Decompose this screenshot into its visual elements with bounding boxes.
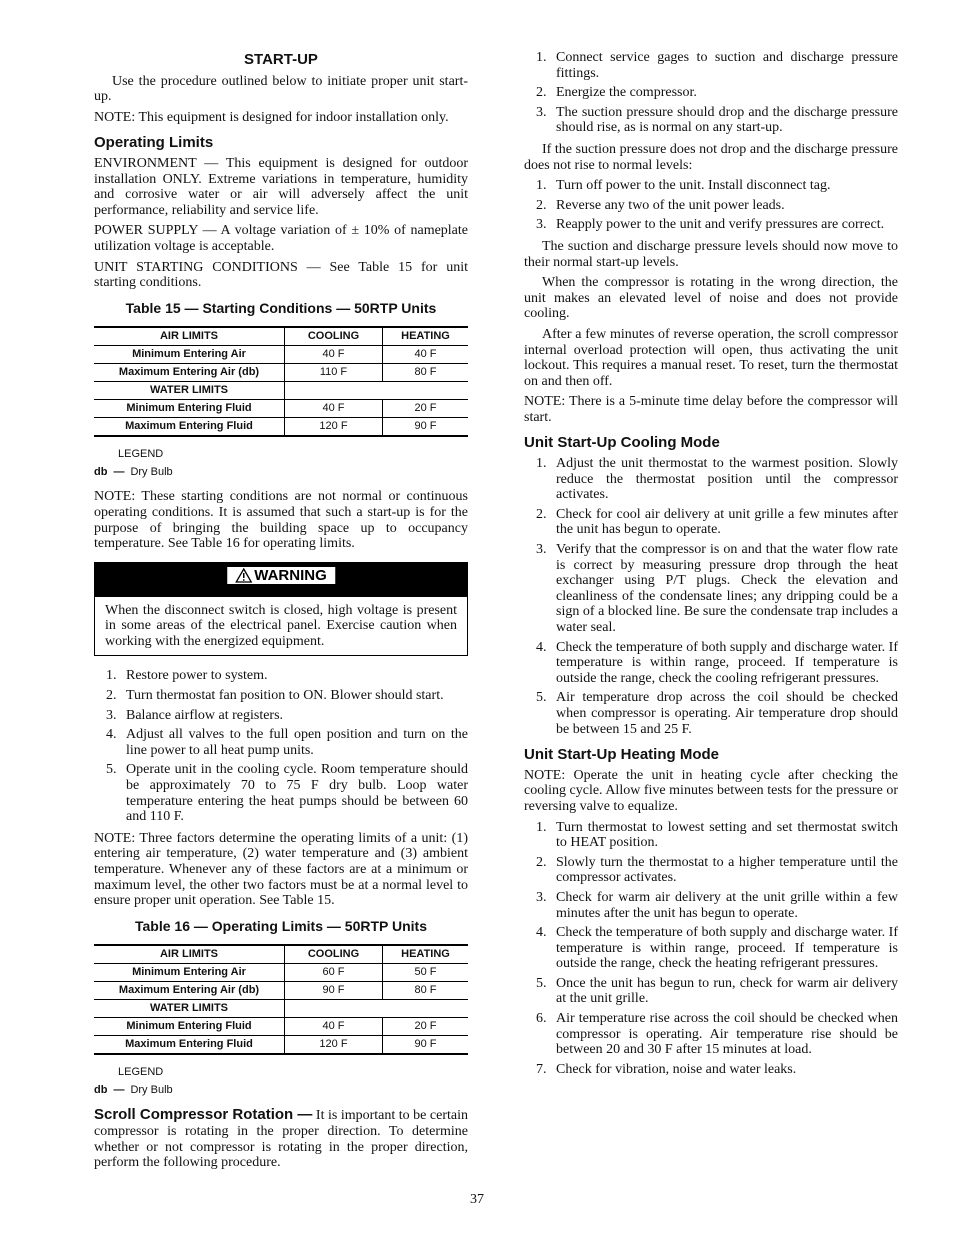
step-text: Check for warm air delivery at the unit grille within a few minutes after the unit has begun to operate. bbox=[556, 889, 898, 921]
step-text: Operate unit in the cooling cycle. Room temperature should be approximately 70 to 75 F dry bulb. Loop water temperature entering the heat pumps should be between 60 and 110 F. bbox=[126, 762, 468, 825]
legend-dash: — bbox=[113, 466, 125, 479]
rotation-steps bbox=[524, 50, 898, 136]
step-text: Air temperature rise across the coil should be checked when compressor is operating. Air temperature rise should be between 20 and 30 F after 15 minutes at load. bbox=[556, 1011, 898, 1058]
empty-cell bbox=[285, 382, 383, 400]
list-item bbox=[524, 178, 898, 194]
table-header-row bbox=[94, 945, 468, 964]
note-factors: NOTE: Three factors determine the operating limits of a unit: (1) entering air temperature, (2) water temperature and (3) ambient temperature. Whenever any of these factors are at a minimum or maximum level, the other two factors must be at a normal level to ensure proper unit operation. See Table 15. bbox=[94, 830, 468, 909]
warning-label bbox=[227, 567, 335, 585]
step-number: 4. bbox=[536, 925, 547, 941]
step-number: 7. bbox=[536, 1061, 547, 1077]
heating-steps bbox=[524, 820, 898, 1078]
step-text: Check the temperature of both supply and discharge water. If temperature is within range, proceed. If temperature is outside the range, check the heating refrigerant pressures. bbox=[556, 925, 898, 972]
col-cooling: COOLING bbox=[285, 327, 383, 346]
heating-note: NOTE: Operate the unit in heating cycle after checking the cooling cycle. Allow five minutes between tests for the pressure or reversing valve to equalize. bbox=[524, 767, 898, 814]
cooling-value: 120 F bbox=[285, 1036, 383, 1055]
step-text: Verify that the compressor is on and that the water flow rate is correct by measuring pressure drop through the heat exchanger using P/T plugs. Check the elevation and cleanliness of the condensate lines; any dripping could be a sign of a blocked line. Be sure the condensate trap includes a water seal. bbox=[556, 542, 898, 635]
legend-definition: Dry Bulb bbox=[130, 1084, 173, 1097]
step-number: 1. bbox=[106, 668, 117, 684]
step-number: 1. bbox=[536, 456, 547, 472]
row-label: Minimum Entering Air bbox=[94, 964, 285, 982]
step-text: Adjust all valves to the full open position and turn on the line power to all heat pump units. bbox=[126, 727, 468, 758]
heating-mode-heading: Unit Start-Up Heating Mode bbox=[524, 746, 719, 764]
warning-box bbox=[94, 562, 468, 657]
list-item bbox=[524, 456, 898, 503]
water-limits-row bbox=[94, 1000, 468, 1018]
step-number: 2. bbox=[536, 197, 547, 213]
starting-conditions-paragraph: UNIT STARTING CONDITIONS — See Table 15 for unit starting conditions. bbox=[94, 259, 468, 291]
table-row bbox=[94, 1036, 468, 1055]
step-text: Once the unit has begun to run, check for warm air delivery at the unit grille. bbox=[556, 975, 898, 1007]
step-number: 3. bbox=[536, 889, 547, 905]
col-cooling: COOLING bbox=[285, 945, 383, 964]
wrong-direction-paragraph: When the compressor is rotating in the wrong direction, the unit makes an elevated level of noise and does not provide cooling. bbox=[524, 275, 898, 322]
table-row bbox=[94, 982, 468, 1000]
step-number: 4. bbox=[106, 727, 117, 743]
step-text: Check for cool air delivery at unit grille a few minutes after the unit has begun to operate. bbox=[556, 506, 898, 538]
step-text: Check the temperature of both supply and discharge water. If temperature is within range, proceed. If temperature is outside the range, check the cooling refrigerant pressures. bbox=[556, 639, 898, 686]
heating-value: 20 F bbox=[383, 1018, 469, 1036]
step-number: 1. bbox=[536, 178, 547, 194]
step-number: 3. bbox=[536, 104, 547, 120]
table-row bbox=[94, 364, 468, 382]
step-text: Slowly turn the thermostat to a higher temperature until the compressor activates. bbox=[556, 854, 898, 886]
step-number: 6. bbox=[536, 1011, 547, 1027]
list-item bbox=[524, 50, 898, 81]
legend-definition: Dry Bulb bbox=[130, 466, 173, 479]
list-item bbox=[524, 507, 898, 538]
list-item bbox=[94, 727, 468, 758]
step-text: Balance airflow at registers. bbox=[126, 707, 284, 723]
row-label: Minimum Entering Fluid bbox=[94, 1018, 285, 1036]
step-text: Connect service gages to suction and discharge pressure fittings. bbox=[556, 50, 898, 81]
warning-triangle-icon bbox=[235, 568, 252, 583]
cooling-value: 120 F bbox=[285, 418, 383, 437]
scroll-rotation-paragraph bbox=[94, 1107, 468, 1170]
if-not-paragraph: If the suction pressure does not drop and the discharge pressure does not rise to normal levels: bbox=[524, 141, 898, 173]
empty-cell bbox=[383, 1000, 469, 1018]
step-text: Check for vibration, noise and water leaks. bbox=[556, 1061, 797, 1077]
empty-cell bbox=[383, 382, 469, 400]
cooling-value: 60 F bbox=[285, 964, 383, 982]
heating-value: 80 F bbox=[383, 364, 469, 382]
table-row bbox=[94, 1018, 468, 1036]
step-number: 3. bbox=[106, 707, 117, 723]
startup-steps bbox=[94, 668, 468, 824]
water-limits-header: WATER LIMITS bbox=[94, 1000, 285, 1018]
right-column bbox=[524, 50, 898, 1083]
step-text: Turn thermostat to lowest setting and set thermostat switch to HEAT position. bbox=[556, 819, 898, 851]
reverse-steps bbox=[524, 178, 898, 233]
cooling-value: 40 F bbox=[285, 400, 383, 418]
power-supply-paragraph: POWER SUPPLY — A voltage variation of ± 10% of nameplate utilization voltage is acceptable. bbox=[94, 223, 468, 254]
step-text: Turn off power to the unit. Install disconnect tag. bbox=[556, 178, 831, 194]
heating-value: 40 F bbox=[383, 346, 469, 364]
step-number: 1. bbox=[536, 50, 547, 65]
cooling-value: 40 F bbox=[285, 1018, 383, 1036]
cooling-value: 40 F bbox=[285, 346, 383, 364]
list-item bbox=[524, 542, 898, 636]
step-text: The suction pressure should drop and the discharge pressure should rise, as is normal on any start-up. bbox=[556, 104, 898, 136]
table-row bbox=[94, 964, 468, 982]
heating-value: 90 F bbox=[383, 1036, 469, 1055]
operating-limits-heading: Operating Limits bbox=[94, 134, 214, 152]
cooling-mode-heading: Unit Start-Up Cooling Mode bbox=[524, 434, 720, 452]
list-item bbox=[524, 217, 898, 233]
scroll-rotation-heading: Scroll Compressor Rotation — bbox=[94, 1106, 313, 1124]
legend-title: LEGEND bbox=[118, 448, 164, 461]
list-item bbox=[524, 820, 898, 851]
cooling-value: 110 F bbox=[285, 364, 383, 382]
list-item bbox=[524, 640, 898, 687]
row-label: Maximum Entering Air (db) bbox=[94, 982, 285, 1000]
warning-label-text: WARNING bbox=[254, 566, 327, 584]
left-column bbox=[94, 50, 468, 1176]
page-number: 37 bbox=[470, 1192, 484, 1207]
col-heating: HEATING bbox=[383, 327, 469, 346]
list-item bbox=[94, 688, 468, 704]
table-row bbox=[94, 346, 468, 364]
step-text: Turn thermostat fan position to ON. Blower should start. bbox=[126, 688, 444, 704]
step-text: Restore power to system. bbox=[126, 668, 268, 684]
list-item bbox=[94, 762, 468, 824]
legend-abbr: db bbox=[94, 1084, 108, 1097]
startup-intro: Use the procedure outlined below to initiate proper unit start-up. bbox=[94, 73, 468, 105]
heating-value: 80 F bbox=[383, 982, 469, 1000]
step-number: 5. bbox=[106, 762, 117, 778]
startup-heading: START-UP bbox=[244, 51, 318, 68]
list-item bbox=[524, 1011, 898, 1058]
row-label: Maximum Entering Fluid bbox=[94, 1036, 285, 1055]
row-label: Maximum Entering Fluid bbox=[94, 418, 285, 437]
table16-legend bbox=[94, 1063, 468, 1099]
levels-paragraph: The suction and discharge pressure levels should now move to their normal start-up levels. bbox=[524, 238, 898, 270]
cooling-steps bbox=[524, 456, 898, 737]
step-number: 4. bbox=[536, 639, 547, 655]
row-label: Maximum Entering Air (db) bbox=[94, 364, 285, 382]
list-item bbox=[524, 855, 898, 886]
table15-legend bbox=[94, 445, 468, 481]
col-air-limits: AIR LIMITS bbox=[94, 945, 285, 964]
table-header-row bbox=[94, 327, 468, 346]
list-item bbox=[524, 925, 898, 972]
legend-dash: — bbox=[113, 1084, 125, 1097]
note-indoor: NOTE: This equipment is designed for indoor installation only. bbox=[94, 109, 449, 125]
step-text: Air temperature drop across the coil should be checked when compressor is operating. Air temperature drop should be between 15 and 25 F. bbox=[556, 690, 898, 737]
table16 bbox=[94, 944, 468, 1055]
empty-cell bbox=[285, 1000, 383, 1018]
legend-title: LEGEND bbox=[118, 1066, 164, 1079]
step-text: Energize the compressor. bbox=[556, 85, 697, 101]
heating-value: 50 F bbox=[383, 964, 469, 982]
step-number: 3. bbox=[536, 542, 547, 558]
warning-text: When the disconnect switch is closed, high voltage is present in some areas of the electrical panel. Exercise caution when working with the energized equipment. bbox=[105, 602, 457, 649]
step-number: 2. bbox=[536, 506, 547, 522]
list-item bbox=[524, 105, 898, 136]
heating-value: 20 F bbox=[383, 400, 469, 418]
list-item bbox=[524, 890, 898, 921]
table16-caption: Table 16 — Operating Limits — 50RTP Units bbox=[135, 917, 427, 934]
col-air-limits: AIR LIMITS bbox=[94, 327, 285, 346]
note-delay: NOTE: There is a 5-minute time delay before the compressor will start. bbox=[524, 394, 898, 425]
step-text: Adjust the unit thermostat to the warmest position. Slowly reduce the thermostat position until the compressor activates. bbox=[556, 456, 898, 503]
reverse-operation-paragraph: After a few minutes of reverse operation, the scroll compressor internal overload protection will open, thus activating the unit lockout. This requires a manual reset. To reset, turn the thermostat on and then off. bbox=[524, 326, 898, 389]
step-number: 2. bbox=[106, 688, 117, 704]
step-number: 2. bbox=[536, 854, 547, 870]
table15-caption: Table 15 — Starting Conditions — 50RTP Units bbox=[125, 299, 437, 316]
table-row bbox=[94, 418, 468, 437]
list-item bbox=[524, 198, 898, 214]
legend-entry bbox=[94, 1081, 468, 1099]
step-number: 2. bbox=[536, 85, 547, 101]
step-number: 5. bbox=[536, 975, 547, 991]
list-item bbox=[94, 668, 468, 684]
list-item bbox=[524, 690, 898, 737]
legend-abbr: db bbox=[94, 466, 108, 479]
note-starting: NOTE: These starting conditions are not normal or continuous operating conditions. It is assumed that such a start-up is for the purpose of bringing the building space up to occupancy temperature. See Table 16 for operating limits. bbox=[94, 489, 468, 552]
legend-entry bbox=[94, 463, 468, 481]
table15 bbox=[94, 326, 468, 437]
table-row bbox=[94, 400, 468, 418]
heating-value: 90 F bbox=[383, 418, 469, 437]
step-number: 1. bbox=[536, 819, 547, 835]
cooling-value: 90 F bbox=[285, 982, 383, 1000]
list-item bbox=[524, 85, 898, 101]
list-item bbox=[94, 708, 468, 724]
scroll-rotation-text: It is important to be certain compressor is rotating in the proper direction. To determine whether or not compressor is rotating in the proper direction, perform the following procedure. bbox=[94, 1108, 468, 1171]
water-limits-header: WATER LIMITS bbox=[94, 382, 285, 400]
col-heating: HEATING bbox=[383, 945, 469, 964]
warning-bar bbox=[95, 563, 467, 597]
row-label: Minimum Entering Air bbox=[94, 346, 285, 364]
list-item bbox=[524, 976, 898, 1007]
step-text: Reapply power to the unit and verify pressures are correct. bbox=[556, 217, 885, 233]
environment-paragraph: ENVIRONMENT — This equipment is designed for outdoor installation ONLY. Extreme variations in temperature, humidity and corrosive water or air will adversely affect the unit performance, reliability and service life. bbox=[94, 155, 468, 218]
step-number: 3. bbox=[536, 217, 547, 233]
row-label: Minimum Entering Fluid bbox=[94, 400, 285, 418]
water-limits-row bbox=[94, 382, 468, 400]
list-item bbox=[524, 1062, 898, 1078]
step-number: 5. bbox=[536, 690, 547, 706]
step-text: Reverse any two of the unit power leads. bbox=[556, 197, 785, 213]
